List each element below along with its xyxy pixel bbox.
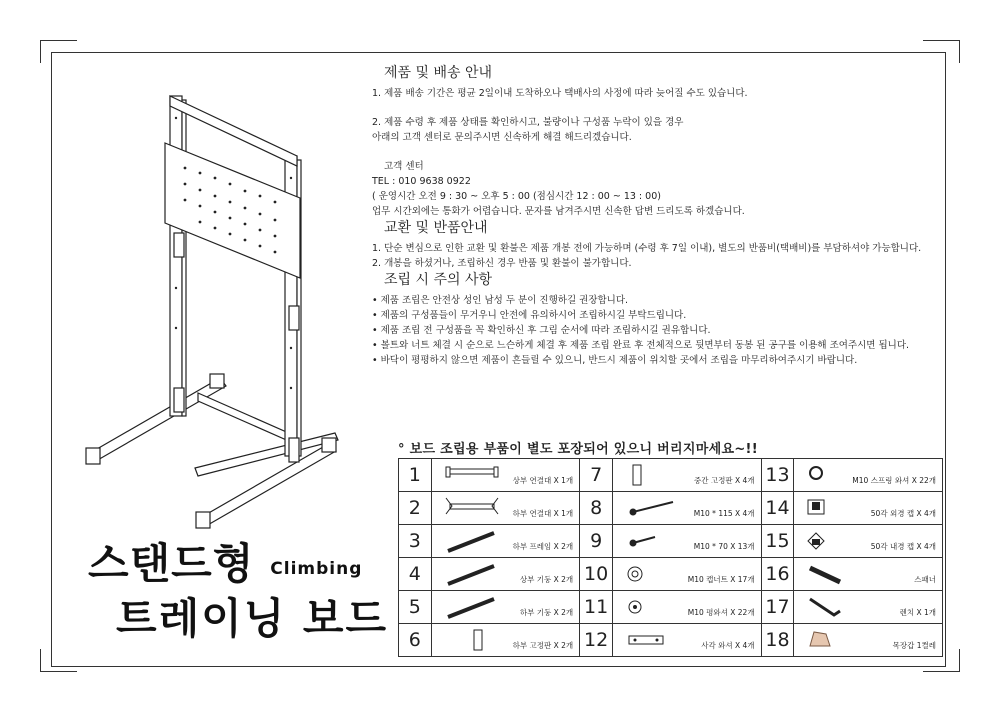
parts-table	[398, 458, 943, 657]
middle-plate-icon	[625, 463, 655, 487]
part-number: 4	[399, 558, 432, 591]
table-row	[399, 492, 943, 525]
part-label: 중간 고정판 X 4개	[694, 476, 755, 485]
bottom-frame-icon	[444, 529, 504, 553]
cap-nut-icon	[625, 562, 655, 586]
assembly-note: • 제품 조립은 안전상 성인 남성 두 분이 진행하길 권장합니다.	[372, 295, 629, 306]
table-row	[399, 591, 943, 624]
crop-mark	[40, 649, 77, 672]
crop-mark	[40, 40, 77, 63]
part-number: 10	[580, 558, 613, 591]
part-number: 13	[761, 459, 794, 492]
part-label: M10 캡너트 X 17개	[687, 575, 755, 584]
part-number: 3	[399, 525, 432, 558]
table-row	[399, 624, 943, 657]
part-number: 14	[761, 492, 794, 525]
part-label: M10 * 115 X 4개	[693, 509, 755, 518]
crop-mark	[923, 40, 960, 63]
title-main: 스탠드형	[88, 539, 255, 588]
exchange-line: 1. 단순 변심으로 인한 교환 및 환불은 제품 개봉 전에 가능하며 (수령 후 7일 이내), 별도의 반품비(택배비)를 부담하셔야 가능합니다.	[372, 243, 922, 254]
table-row	[399, 525, 943, 558]
table-row	[399, 459, 943, 492]
part-label: 50각 내경 캡 X 4개	[870, 542, 936, 551]
part-number: 16	[761, 558, 794, 591]
spanner-icon	[806, 562, 846, 586]
part-label: M10 * 70 X 13개	[693, 542, 755, 551]
assembly-note: • 바닥이 평평하지 않으면 제품이 흔들릴 수 있으니, 반드시 제품이 위치할 곳에서 조립을 마무리하여주시기 바랍니다.	[372, 355, 858, 366]
part-label: 하부 기둥 X 2개	[519, 608, 574, 617]
long-bolt-icon	[625, 496, 685, 520]
title-english: Climbing	[270, 559, 363, 579]
part-number: 5	[399, 591, 432, 624]
part-number: 18	[761, 624, 794, 657]
table-row	[399, 558, 943, 591]
part-number: 1	[399, 459, 432, 492]
assembly-note: • 제품의 구성품들이 무거우니 안전에 유의하시어 조립하시길 부탁드립니다.	[372, 310, 687, 321]
spring-washer-icon	[806, 463, 836, 487]
upper-pillar-icon	[444, 562, 504, 586]
part-label: 하부 연결대 X 1개	[512, 509, 574, 518]
part-number: 12	[580, 624, 613, 657]
part-number: 11	[580, 591, 613, 624]
exchange-line: 2. 개봉을 하셨거나, 조립하신 경우 반품 및 환불이 불가합니다.	[372, 258, 632, 269]
part-number: 17	[761, 591, 794, 624]
part-label: 렌치 X 1개	[899, 608, 936, 617]
part-number: 7	[580, 459, 613, 492]
work-gloves-icon	[806, 628, 836, 652]
part-label: 사각 와셔 X 4개	[701, 641, 755, 650]
outer-cap-icon	[806, 496, 836, 520]
part-number: 8	[580, 492, 613, 525]
shipping-heading: 제품 및 배송 안내	[384, 65, 493, 81]
hex-wrench-icon	[806, 595, 846, 619]
stand-illustration	[70, 88, 350, 538]
part-label: M10 스프링 와셔 X 22개	[852, 476, 936, 485]
square-washer-icon	[625, 628, 685, 652]
part-label: 50각 외경 캡 X 4개	[870, 509, 936, 518]
part-label: 하부 고정판 X 2개	[512, 641, 574, 650]
short-bolt-icon	[625, 529, 685, 553]
part-label: 스패너	[914, 575, 936, 584]
inner-cap-icon	[806, 529, 836, 553]
assembly-note: • 볼트와 너트 체결 시 순으로 느슨하게 체결 후 제품 조립 완료 후 전체적으로 뒷면부터 동봉 된 공구를 이용해 조여주시면 됩니다.	[372, 340, 910, 351]
lower-pillar-icon	[444, 595, 504, 619]
title-sub: 트레이닝 보드	[116, 594, 389, 643]
part-label: 상부 연결대 X 1개	[512, 476, 574, 485]
part-number: 15	[761, 525, 794, 558]
bottom-plate-icon	[444, 628, 504, 652]
part-number: 6	[399, 624, 432, 657]
top-connector-icon	[444, 463, 504, 483]
cs-hours: ( 운영시간 오전 9 : 30 ~ 오후 5 : 00 (점심시간 12 : 00 ~ 13 : 00)	[372, 191, 661, 202]
part-number: 9	[580, 525, 613, 558]
bottom-connector-icon	[444, 496, 504, 520]
flat-washer-icon	[625, 595, 655, 619]
part-label: 하부 프레임 X 2개	[512, 542, 574, 551]
assembly-note: • 제품 조립 전 구성품을 꼭 확인하신 후 그림 순서에 따라 조립하시길 권유합니다.	[372, 325, 711, 336]
info-section	[372, 64, 942, 368]
shipping-line: 1. 제품 배송 기간은 평균 2일이내 도착하오나 택배사의 사정에 따라 늦어질 수도 있습니다.	[372, 88, 748, 99]
parts-notice: ° 보드 조립용 부품이 별도 포장되어 있으니 버리지마세요~!!	[398, 442, 758, 457]
assembly-heading: 조립 시 주의 사항	[384, 272, 493, 288]
shipping-line: 2. 제품 수령 후 제품 상태를 확인하시고, 불량이나 구성품 누락이 있을 경우	[372, 117, 684, 128]
shipping-line: 아래의 고객 센터로 문의주시면 신속하게 해결 해드리겠습니다.	[372, 132, 632, 143]
part-label: 목장갑 1켤레	[892, 641, 936, 650]
part-number: 2	[399, 492, 432, 525]
exchange-heading: 교환 및 반품안내	[384, 220, 488, 236]
cs-tel: TEL : 010 9638 0922	[372, 176, 471, 187]
cs-after-hours: 업무 시간외에는 통화가 어렵습니다. 문자를 남겨주시면 신속한 답변 드리도록 하겠습니다.	[372, 206, 745, 217]
cs-title: 고객 센터	[384, 161, 424, 172]
part-label: M10 평와셔 X 22개	[687, 608, 755, 617]
part-label: 상부 기둥 X 2개	[519, 575, 574, 584]
product-title	[88, 540, 388, 645]
